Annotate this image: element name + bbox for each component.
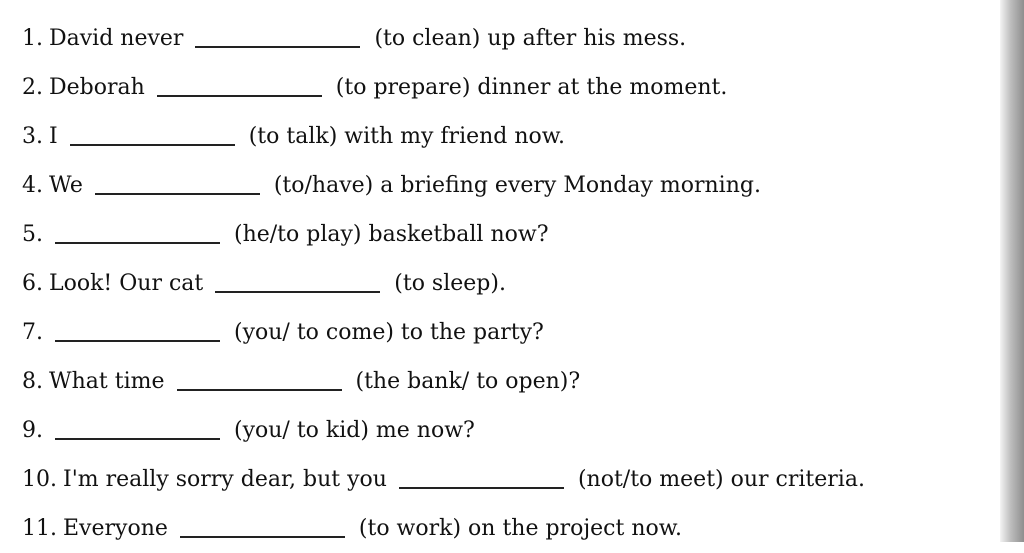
exercise-prefix: David never — [49, 26, 184, 51]
exercise-prefix: Look! Our cat — [49, 271, 204, 296]
exercise-hint: (to/have) a briefing every Monday morning. — [273, 173, 761, 198]
exercise-item — [22, 259, 865, 308]
exercise-hint: (he/to play) basketball now? — [234, 222, 549, 247]
exercise-item — [22, 210, 865, 259]
answer-blank[interactable] — [157, 95, 322, 97]
answer-blank[interactable] — [55, 242, 220, 244]
exercise-prefix: I — [49, 124, 58, 149]
exercise-number: 3. — [22, 124, 43, 149]
exercise-number: 7. — [22, 320, 43, 345]
answer-blank[interactable] — [399, 487, 564, 489]
exercise-prefix: I'm really sorry dear, but you — [63, 467, 387, 492]
exercise-item — [22, 504, 865, 553]
exercise-number: 8. — [22, 369, 43, 394]
exercise-number: 2. — [22, 75, 43, 100]
answer-blank[interactable] — [55, 340, 220, 342]
exercise-prefix: Everyone — [63, 516, 168, 541]
page-edge-shadow — [1000, 0, 1024, 542]
exercise-number: 10. — [22, 467, 57, 492]
answer-blank[interactable] — [180, 536, 345, 538]
exercise-item — [22, 14, 865, 63]
answer-blank[interactable] — [177, 389, 342, 391]
exercise-prefix: Deborah — [49, 75, 145, 100]
exercise-prefix: What time — [49, 369, 165, 394]
exercise-prefix: We — [49, 173, 83, 198]
exercise-number: 11. — [22, 516, 57, 541]
answer-blank[interactable] — [55, 438, 220, 440]
answer-blank[interactable] — [215, 291, 380, 293]
exercise-item — [22, 63, 865, 112]
exercise-hint: (you/ to kid) me now? — [234, 418, 475, 443]
answer-blank[interactable] — [70, 144, 235, 146]
answer-blank[interactable] — [95, 193, 260, 195]
exercise-hint: (to talk) with my friend now. — [248, 124, 566, 149]
exercise-item — [22, 455, 865, 504]
exercise-hint: (the bank/ to open)? — [355, 369, 581, 394]
exercise-hint: (to sleep). — [394, 271, 506, 296]
exercise-item — [22, 112, 865, 161]
exercise-number: 5. — [22, 222, 43, 247]
exercise-hint: (you/ to come) to the party? — [234, 320, 544, 345]
exercise-list — [22, 14, 865, 553]
exercise-item — [22, 308, 865, 357]
exercise-number: 1. — [22, 26, 43, 51]
exercise-number: 9. — [22, 418, 43, 443]
exercise-number: 4. — [22, 173, 43, 198]
exercise-item — [22, 406, 865, 455]
exercise-hint: (to prepare) dinner at the moment. — [335, 75, 728, 100]
exercise-number: 6. — [22, 271, 43, 296]
exercise-item — [22, 357, 865, 406]
exercise-hint: (to work) on the project now. — [358, 516, 682, 541]
exercise-hint: (not/to meet) our criteria. — [577, 467, 865, 492]
exercise-hint: (to clean) up after his mess. — [374, 26, 687, 51]
answer-blank[interactable] — [195, 46, 360, 48]
exercise-item — [22, 161, 865, 210]
